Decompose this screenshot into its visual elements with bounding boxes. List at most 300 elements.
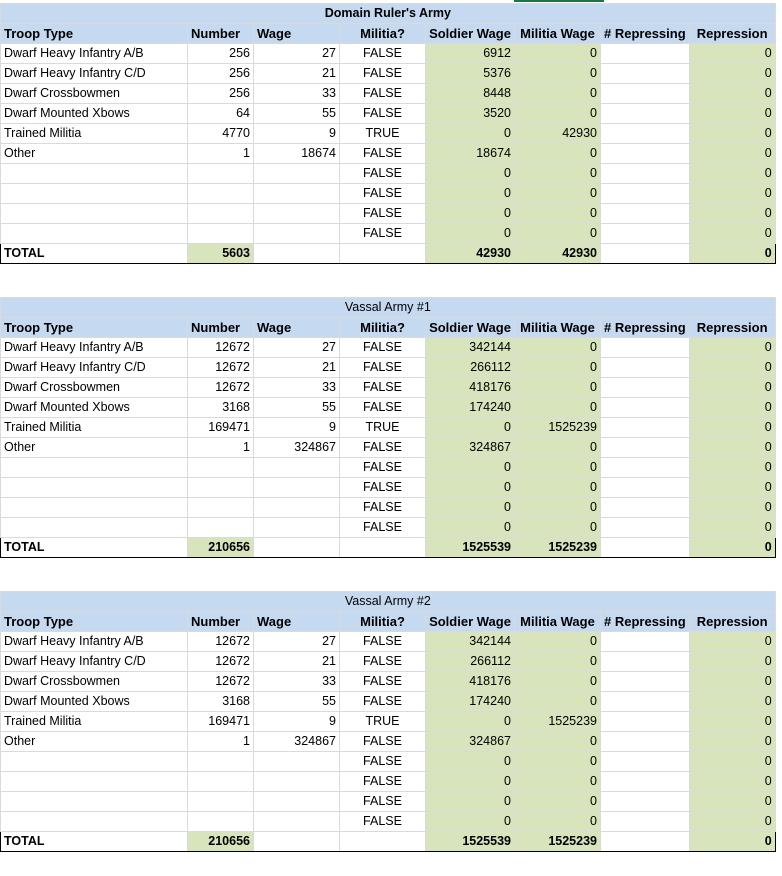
cell[interactable]: 27 bbox=[254, 44, 340, 64]
cell[interactable]: 55 bbox=[254, 398, 340, 418]
cell[interactable]: 266112 bbox=[426, 652, 515, 672]
army-title[interactable]: Vassal Army #2 bbox=[1, 592, 776, 612]
cell[interactable]: Dwarf Mounted Xbows bbox=[1, 104, 188, 124]
cell[interactable] bbox=[601, 438, 690, 458]
cell[interactable] bbox=[601, 398, 690, 418]
cell[interactable]: Dwarf Heavy Infantry A/B bbox=[1, 632, 188, 652]
cell[interactable]: 0 bbox=[689, 752, 775, 772]
army-title[interactable]: Vassal Army #1 bbox=[1, 298, 776, 318]
cell[interactable]: 0 bbox=[689, 458, 775, 478]
cell[interactable] bbox=[601, 632, 690, 652]
column-header[interactable]: Number bbox=[188, 318, 254, 338]
table-row bbox=[1, 478, 776, 498]
cell[interactable] bbox=[254, 752, 340, 772]
cell[interactable] bbox=[601, 84, 690, 104]
cell[interactable]: 0 bbox=[689, 224, 775, 244]
total-cell[interactable] bbox=[254, 244, 340, 264]
cell[interactable]: 1525239 bbox=[515, 418, 601, 438]
cell[interactable]: Dwarf Heavy Infantry C/D bbox=[1, 358, 188, 378]
cell[interactable]: 0 bbox=[515, 792, 601, 812]
cell[interactable]: 0 bbox=[426, 224, 515, 244]
cell[interactable] bbox=[601, 752, 690, 772]
cell[interactable] bbox=[1, 792, 188, 812]
cell[interactable]: 0 bbox=[426, 478, 515, 498]
column-header[interactable]: Repression bbox=[689, 318, 775, 338]
cell[interactable]: 12672 bbox=[188, 632, 254, 652]
total-cell[interactable]: 1525539 bbox=[426, 538, 515, 558]
cell[interactable]: TRUE bbox=[340, 418, 426, 438]
cell[interactable] bbox=[1, 498, 188, 518]
cell[interactable]: 8448 bbox=[426, 84, 515, 104]
cell[interactable] bbox=[188, 458, 254, 478]
total-cell[interactable] bbox=[254, 538, 340, 558]
cell[interactable]: 0 bbox=[689, 64, 775, 84]
cell[interactable]: 324867 bbox=[254, 732, 340, 752]
column-header[interactable]: Wage bbox=[254, 318, 340, 338]
cell[interactable]: 0 bbox=[515, 338, 601, 358]
cell[interactable]: FALSE bbox=[340, 64, 426, 84]
cell[interactable] bbox=[254, 792, 340, 812]
cell[interactable] bbox=[601, 692, 690, 712]
cell[interactable]: 0 bbox=[689, 164, 775, 184]
cell[interactable]: FALSE bbox=[340, 498, 426, 518]
cell[interactable]: 0 bbox=[689, 184, 775, 204]
cell[interactable]: FALSE bbox=[340, 518, 426, 538]
column-header[interactable]: Soldier Wage bbox=[426, 612, 515, 632]
cell[interactable]: FALSE bbox=[340, 398, 426, 418]
cell[interactable]: 0 bbox=[515, 732, 601, 752]
column-header[interactable]: Wage bbox=[254, 612, 340, 632]
cell[interactable]: 0 bbox=[515, 398, 601, 418]
cell[interactable]: 418176 bbox=[426, 378, 515, 398]
cell[interactable]: 0 bbox=[689, 378, 775, 398]
cell[interactable]: 0 bbox=[515, 772, 601, 792]
cell[interactable]: 0 bbox=[515, 752, 601, 772]
cell[interactable]: 9 bbox=[254, 124, 340, 144]
cell[interactable]: 0 bbox=[426, 518, 515, 538]
cell[interactable]: 0 bbox=[689, 772, 775, 792]
cell[interactable]: 64 bbox=[188, 104, 254, 124]
cell[interactable] bbox=[601, 104, 690, 124]
cell[interactable] bbox=[188, 184, 254, 204]
cell[interactable]: 0 bbox=[689, 144, 775, 164]
cell[interactable]: 0 bbox=[689, 812, 775, 832]
cell[interactable]: 342144 bbox=[426, 338, 515, 358]
cell[interactable]: Dwarf Heavy Infantry A/B bbox=[1, 44, 188, 64]
cell[interactable]: 27 bbox=[254, 338, 340, 358]
cell[interactable]: 0 bbox=[515, 84, 601, 104]
column-header[interactable]: Repression bbox=[689, 612, 775, 632]
cell[interactable] bbox=[254, 204, 340, 224]
cell[interactable]: 0 bbox=[689, 438, 775, 458]
cell[interactable]: FALSE bbox=[340, 732, 426, 752]
column-header[interactable]: Number bbox=[188, 24, 254, 44]
cell[interactable] bbox=[601, 518, 690, 538]
cell[interactable] bbox=[188, 792, 254, 812]
cell[interactable]: 0 bbox=[689, 84, 775, 104]
cell[interactable]: 0 bbox=[689, 732, 775, 752]
column-header[interactable]: Repression bbox=[689, 24, 775, 44]
cell[interactable] bbox=[254, 518, 340, 538]
cell[interactable] bbox=[601, 498, 690, 518]
cell[interactable]: FALSE bbox=[340, 338, 426, 358]
cell[interactable]: FALSE bbox=[340, 438, 426, 458]
cell[interactable]: 0 bbox=[689, 358, 775, 378]
cell[interactable] bbox=[254, 478, 340, 498]
cell[interactable]: 1525239 bbox=[515, 712, 601, 732]
cell[interactable]: 256 bbox=[188, 84, 254, 104]
cell[interactable]: FALSE bbox=[340, 378, 426, 398]
cell[interactable]: 0 bbox=[515, 692, 601, 712]
cell[interactable] bbox=[601, 458, 690, 478]
cell[interactable]: 0 bbox=[689, 712, 775, 732]
cell[interactable]: 0 bbox=[689, 478, 775, 498]
cell[interactable]: 0 bbox=[689, 44, 775, 64]
cell[interactable]: 0 bbox=[689, 398, 775, 418]
total-cell[interactable] bbox=[601, 832, 690, 852]
cell[interactable]: 0 bbox=[515, 224, 601, 244]
table-row bbox=[1, 732, 776, 752]
cell[interactable]: 0 bbox=[689, 652, 775, 672]
cell[interactable]: 12672 bbox=[188, 672, 254, 692]
cell[interactable]: FALSE bbox=[340, 224, 426, 244]
cell[interactable]: 0 bbox=[515, 478, 601, 498]
cell[interactable]: 0 bbox=[515, 64, 601, 84]
column-header[interactable]: Militia Wage bbox=[515, 24, 601, 44]
cell[interactable]: 0 bbox=[689, 632, 775, 652]
cell[interactable] bbox=[254, 812, 340, 832]
cell[interactable]: FALSE bbox=[340, 692, 426, 712]
cell[interactable]: 0 bbox=[515, 458, 601, 478]
cell[interactable]: 21 bbox=[254, 358, 340, 378]
cell[interactable]: 0 bbox=[426, 458, 515, 478]
cell[interactable]: 174240 bbox=[426, 692, 515, 712]
cell[interactable]: Dwarf Mounted Xbows bbox=[1, 398, 188, 418]
total-label[interactable]: TOTAL bbox=[1, 244, 188, 264]
cell[interactable] bbox=[601, 144, 690, 164]
cell[interactable]: 0 bbox=[515, 652, 601, 672]
cell[interactable]: 55 bbox=[254, 692, 340, 712]
table-row bbox=[1, 184, 776, 204]
cell[interactable] bbox=[1, 458, 188, 478]
cell[interactable] bbox=[1, 478, 188, 498]
cell[interactable] bbox=[1, 184, 188, 204]
army-title[interactable]: Domain Ruler's Army bbox=[1, 4, 776, 24]
cell[interactable]: Other bbox=[1, 144, 188, 164]
cell[interactable] bbox=[254, 164, 340, 184]
cell[interactable] bbox=[1, 772, 188, 792]
cell[interactable]: 1 bbox=[188, 732, 254, 752]
cell[interactable]: Trained Militia bbox=[1, 124, 188, 144]
cell[interactable]: Dwarf Crossbowmen bbox=[1, 84, 188, 104]
cell[interactable]: FALSE bbox=[340, 204, 426, 224]
cell[interactable] bbox=[1, 204, 188, 224]
column-header[interactable]: Militia Wage bbox=[515, 318, 601, 338]
total-cell[interactable]: 210656 bbox=[188, 538, 254, 558]
cell[interactable]: 0 bbox=[426, 184, 515, 204]
cell[interactable] bbox=[188, 478, 254, 498]
column-header[interactable]: Troop Type bbox=[1, 612, 188, 632]
cell[interactable]: 0 bbox=[689, 498, 775, 518]
cell[interactable] bbox=[601, 44, 690, 64]
cell[interactable]: 0 bbox=[426, 498, 515, 518]
cell[interactable]: FALSE bbox=[340, 632, 426, 652]
cell[interactable]: 5376 bbox=[426, 64, 515, 84]
cell[interactable]: 42930 bbox=[515, 124, 601, 144]
cell[interactable]: 0 bbox=[515, 44, 601, 64]
total-cell[interactable]: 210656 bbox=[188, 832, 254, 852]
cell[interactable] bbox=[601, 204, 690, 224]
cell[interactable] bbox=[254, 772, 340, 792]
cell[interactable]: 0 bbox=[515, 378, 601, 398]
cell[interactable]: 174240 bbox=[426, 398, 515, 418]
column-header[interactable]: Troop Type bbox=[1, 318, 188, 338]
total-cell[interactable] bbox=[340, 244, 426, 264]
column-header[interactable]: Militia? bbox=[340, 318, 426, 338]
cell[interactable] bbox=[188, 812, 254, 832]
cell[interactable]: FALSE bbox=[340, 478, 426, 498]
cell[interactable]: 0 bbox=[426, 752, 515, 772]
cell[interactable]: 0 bbox=[515, 438, 601, 458]
cell[interactable] bbox=[188, 498, 254, 518]
cell[interactable]: 0 bbox=[689, 672, 775, 692]
cell[interactable]: 0 bbox=[689, 204, 775, 224]
cell[interactable]: 1 bbox=[188, 438, 254, 458]
cell[interactable]: Dwarf Heavy Infantry C/D bbox=[1, 652, 188, 672]
cell[interactable]: FALSE bbox=[340, 144, 426, 164]
cell[interactable]: Other bbox=[1, 732, 188, 752]
cell[interactable]: 324867 bbox=[254, 438, 340, 458]
cell[interactable]: FALSE bbox=[340, 672, 426, 692]
cell[interactable] bbox=[1, 812, 188, 832]
cell[interactable]: 9 bbox=[254, 712, 340, 732]
cell[interactable]: Trained Militia bbox=[1, 418, 188, 438]
total-cell[interactable]: 1525239 bbox=[515, 538, 601, 558]
cell[interactable]: Trained Militia bbox=[1, 712, 188, 732]
total-cell[interactable]: 0 bbox=[689, 538, 775, 558]
cell[interactable]: 18674 bbox=[426, 144, 515, 164]
total-cell[interactable] bbox=[340, 538, 426, 558]
total-cell[interactable] bbox=[254, 832, 340, 852]
total-cell[interactable]: 42930 bbox=[426, 244, 515, 264]
cell[interactable]: 3168 bbox=[188, 692, 254, 712]
table-row bbox=[1, 64, 776, 84]
cell[interactable]: 12672 bbox=[188, 652, 254, 672]
army-table-3 bbox=[0, 591, 782, 852]
cell[interactable]: 0 bbox=[515, 632, 601, 652]
cell[interactable]: 0 bbox=[426, 772, 515, 792]
cell[interactable]: Other bbox=[1, 438, 188, 458]
cell[interactable] bbox=[1, 752, 188, 772]
cell[interactable]: FALSE bbox=[340, 84, 426, 104]
total-cell[interactable] bbox=[340, 832, 426, 852]
cell[interactable]: Dwarf Heavy Infantry A/B bbox=[1, 338, 188, 358]
cell[interactable]: 0 bbox=[689, 338, 775, 358]
cell[interactable]: 0 bbox=[426, 712, 515, 732]
cell[interactable]: 0 bbox=[426, 124, 515, 144]
cell[interactable]: Dwarf Crossbowmen bbox=[1, 378, 188, 398]
cell[interactable]: FALSE bbox=[340, 358, 426, 378]
cell[interactable]: 3168 bbox=[188, 398, 254, 418]
cell[interactable]: 4770 bbox=[188, 124, 254, 144]
total-cell[interactable]: 1525539 bbox=[426, 832, 515, 852]
cell[interactable]: 0 bbox=[515, 164, 601, 184]
cell[interactable] bbox=[601, 164, 690, 184]
cell[interactable]: 12672 bbox=[188, 338, 254, 358]
cell[interactable]: 0 bbox=[515, 104, 601, 124]
cell[interactable]: 27 bbox=[254, 632, 340, 652]
column-header[interactable]: # Repressing bbox=[601, 24, 690, 44]
cell[interactable]: FALSE bbox=[340, 752, 426, 772]
cell[interactable]: FALSE bbox=[340, 44, 426, 64]
cell[interactable]: 0 bbox=[426, 418, 515, 438]
cell[interactable]: 0 bbox=[515, 358, 601, 378]
cell[interactable]: 9 bbox=[254, 418, 340, 438]
cell[interactable]: 324867 bbox=[426, 732, 515, 752]
cell[interactable]: FALSE bbox=[340, 772, 426, 792]
cell[interactable]: 0 bbox=[515, 144, 601, 164]
cell[interactable] bbox=[601, 812, 690, 832]
cell[interactable]: FALSE bbox=[340, 104, 426, 124]
cell[interactable] bbox=[601, 772, 690, 792]
table-row bbox=[1, 144, 776, 164]
cell[interactable] bbox=[601, 124, 690, 144]
total-cell[interactable]: 1525239 bbox=[515, 832, 601, 852]
cell[interactable] bbox=[601, 712, 690, 732]
cell[interactable] bbox=[601, 478, 690, 498]
cell[interactable]: 0 bbox=[515, 518, 601, 538]
total-label[interactable]: TOTAL bbox=[1, 832, 188, 852]
cell[interactable]: 0 bbox=[689, 692, 775, 712]
cell[interactable]: 0 bbox=[515, 812, 601, 832]
cell[interactable]: 0 bbox=[426, 204, 515, 224]
cell[interactable]: 21 bbox=[254, 64, 340, 84]
total-cell[interactable]: 5603 bbox=[188, 244, 254, 264]
cell[interactable]: 256 bbox=[188, 64, 254, 84]
cell[interactable]: FALSE bbox=[340, 812, 426, 832]
total-cell[interactable]: 42930 bbox=[515, 244, 601, 264]
column-header[interactable]: Number bbox=[188, 612, 254, 632]
cell[interactable]: 12672 bbox=[188, 358, 254, 378]
column-header[interactable]: Militia? bbox=[340, 612, 426, 632]
total-cell[interactable] bbox=[601, 244, 690, 264]
cell[interactable]: 33 bbox=[254, 84, 340, 104]
cell[interactable]: 1 bbox=[188, 144, 254, 164]
cell[interactable] bbox=[188, 204, 254, 224]
cell[interactable] bbox=[601, 732, 690, 752]
cell[interactable]: 0 bbox=[515, 672, 601, 692]
cell[interactable] bbox=[254, 498, 340, 518]
cell[interactable]: 0 bbox=[426, 812, 515, 832]
cell[interactable]: FALSE bbox=[340, 792, 426, 812]
cell[interactable]: 12672 bbox=[188, 378, 254, 398]
column-header[interactable]: Soldier Wage bbox=[426, 24, 515, 44]
cell[interactable] bbox=[601, 652, 690, 672]
cell[interactable] bbox=[601, 418, 690, 438]
cell[interactable] bbox=[601, 184, 690, 204]
cell[interactable] bbox=[254, 224, 340, 244]
cell[interactable] bbox=[188, 772, 254, 792]
cell[interactable]: Dwarf Crossbowmen bbox=[1, 672, 188, 692]
cell[interactable] bbox=[254, 458, 340, 478]
cell[interactable]: FALSE bbox=[340, 652, 426, 672]
cell[interactable]: 18674 bbox=[254, 144, 340, 164]
cell[interactable]: 55 bbox=[254, 104, 340, 124]
cell[interactable] bbox=[601, 358, 690, 378]
cell[interactable]: 169471 bbox=[188, 418, 254, 438]
cell[interactable]: 21 bbox=[254, 652, 340, 672]
cell[interactable]: 342144 bbox=[426, 632, 515, 652]
cell[interactable] bbox=[601, 338, 690, 358]
cell[interactable]: Dwarf Mounted Xbows bbox=[1, 692, 188, 712]
cell[interactable]: 0 bbox=[426, 792, 515, 812]
cell[interactable]: 0 bbox=[689, 104, 775, 124]
cell[interactable] bbox=[601, 672, 690, 692]
cell[interactable]: Dwarf Heavy Infantry C/D bbox=[1, 64, 188, 84]
cell[interactable]: 418176 bbox=[426, 672, 515, 692]
column-header[interactable]: # Repressing bbox=[601, 318, 690, 338]
cell[interactable]: FALSE bbox=[340, 164, 426, 184]
cell[interactable]: 0 bbox=[689, 418, 775, 438]
cell[interactable] bbox=[254, 184, 340, 204]
cell[interactable] bbox=[188, 164, 254, 184]
cell[interactable] bbox=[601, 378, 690, 398]
cell[interactable]: 0 bbox=[426, 164, 515, 184]
column-header[interactable]: Troop Type bbox=[1, 24, 188, 44]
total-cell[interactable]: 0 bbox=[689, 244, 775, 264]
cell[interactable]: 0 bbox=[515, 204, 601, 224]
total-label[interactable]: TOTAL bbox=[1, 538, 188, 558]
cell[interactable]: 169471 bbox=[188, 712, 254, 732]
cell[interactable]: 0 bbox=[689, 518, 775, 538]
cell[interactable] bbox=[1, 164, 188, 184]
total-cell[interactable] bbox=[601, 538, 690, 558]
cell[interactable]: 33 bbox=[254, 378, 340, 398]
table-row bbox=[1, 164, 776, 184]
cell[interactable]: 6912 bbox=[426, 44, 515, 64]
cell[interactable]: 33 bbox=[254, 672, 340, 692]
cell[interactable]: 256 bbox=[188, 44, 254, 64]
table-row bbox=[1, 224, 776, 244]
column-header[interactable]: # Repressing bbox=[601, 612, 690, 632]
table-row bbox=[1, 438, 776, 458]
total-cell[interactable]: 0 bbox=[689, 832, 775, 852]
cell[interactable]: FALSE bbox=[340, 184, 426, 204]
cell[interactable] bbox=[188, 224, 254, 244]
cell[interactable]: 0 bbox=[689, 792, 775, 812]
cell[interactable]: TRUE bbox=[340, 712, 426, 732]
column-header[interactable]: Wage bbox=[254, 24, 340, 44]
cell[interactable]: TRUE bbox=[340, 124, 426, 144]
cell[interactable] bbox=[601, 224, 690, 244]
cell[interactable]: 324867 bbox=[426, 438, 515, 458]
cell[interactable] bbox=[1, 224, 188, 244]
cell[interactable] bbox=[601, 64, 690, 84]
cell[interactable]: 3520 bbox=[426, 104, 515, 124]
cell[interactable] bbox=[188, 752, 254, 772]
cell[interactable] bbox=[601, 792, 690, 812]
cell[interactable]: 0 bbox=[515, 184, 601, 204]
cell[interactable]: 266112 bbox=[426, 358, 515, 378]
cell[interactable] bbox=[1, 518, 188, 538]
cell[interactable]: 0 bbox=[689, 124, 775, 144]
cell[interactable]: FALSE bbox=[340, 458, 426, 478]
column-header[interactable]: Militia Wage bbox=[515, 612, 601, 632]
cell[interactable]: 0 bbox=[515, 498, 601, 518]
column-header[interactable]: Soldier Wage bbox=[426, 318, 515, 338]
column-header[interactable]: Militia? bbox=[340, 24, 426, 44]
cell[interactable] bbox=[188, 518, 254, 538]
